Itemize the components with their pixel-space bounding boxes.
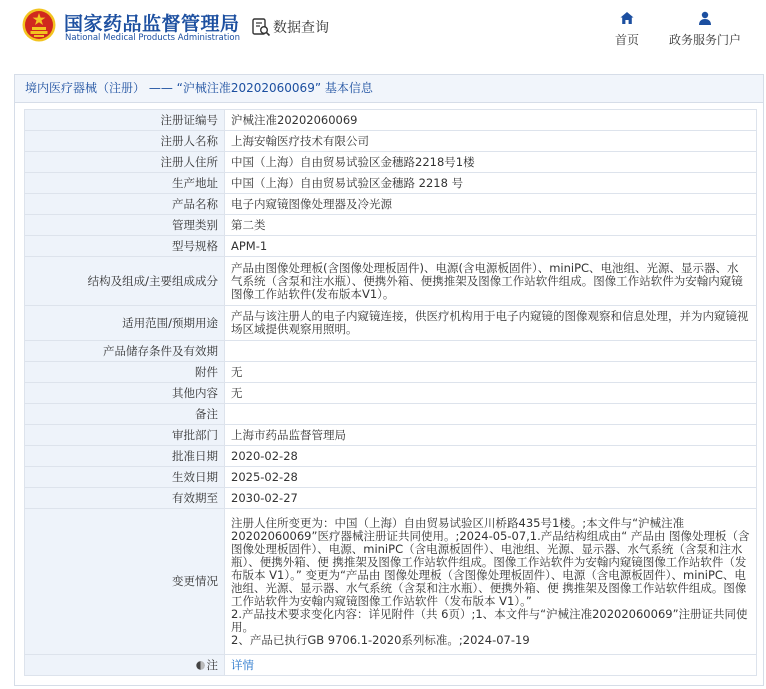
row-value: 无: [225, 362, 757, 383]
table-row: [25, 446, 757, 467]
row-label: 生效日期: [25, 467, 225, 488]
row-value: 沪械注准20202060069: [225, 110, 757, 131]
detail-panel: [14, 74, 764, 686]
row-value: APM-1: [225, 236, 757, 257]
note-value: [225, 655, 757, 676]
row-value: 第二类: [225, 215, 757, 236]
table-row: [25, 404, 757, 425]
table-row: [25, 173, 757, 194]
row-label: 结构及组成/主要组成成分: [25, 257, 225, 306]
row-value: 中国（上海）自由贸易试验区金穗路2218号1楼: [225, 152, 757, 173]
table-row: [25, 306, 757, 341]
table-row-note: [25, 655, 757, 676]
table-row: [25, 215, 757, 236]
row-label: 生产地址: [25, 173, 225, 194]
change-line: 2.产品技术要求变化内容：详见附件（共 6页）;1、本文件与“沪械注准20202060069”注册证共同使用。: [231, 606, 748, 634]
national-emblem-logo[interactable]: [22, 8, 56, 42]
row-value: 产品由图像处理板(含图像处理板固件)、电源(含电源板固件）、miniPC、电池组、光源、显示器、水气系统（含泵和注水瓶）、便携外箱、便携推架及图像工作站软件组成。图像工作站软件为安翰内窥镜图像工作站软件(发布版本V1）。: [225, 257, 757, 306]
row-value: [225, 404, 757, 425]
note-label: 注: [206, 657, 218, 672]
nav-home-label: 首页: [614, 33, 639, 47]
nav-gov-portal-button[interactable]: [664, 10, 746, 48]
change-line: 注册人住所变更为：中国（上海）自由贸易试验区川桥路435号1楼。;本文件与“沪械注准20202060069”医疗器械注册证共同使用。;2024-05-07,1.产品结构组成由“ 产品由 图像处理板（含图像处理板固件）、电源、miniPC（含电源板固件）、电池组、光源、显示器、水气系统（含泵和注水瓶）、便携外箱、便 携推架及图像工作站软件组成。图像工作站软件为安翰内窥镜图像工作站软件（发布版本 V1）。” 变更为“产品由 图像处理板（含图像处理板固件）、电源（含电源板固件）、miniPC、电池组、光源、显示器、水气系统（含泵和注水瓶）、便携外箱、便 携推架及图像工作站软件组成。图像工作站软件为安翰内窥镜图像工作站软件（发布版本 V1）。”: [231, 515, 750, 608]
row-value: 2030-02-27: [225, 488, 757, 509]
note-label-cell: [25, 655, 225, 676]
row-label: 其他内容: [25, 383, 225, 404]
details-link[interactable]: 详情: [231, 657, 254, 672]
row-label: 型号规格: [25, 236, 225, 257]
table-row: [25, 467, 757, 488]
row-value: 上海市药品监督管理局: [225, 425, 757, 446]
row-label: 审批部门: [25, 425, 225, 446]
row-label: 注册人名称: [25, 131, 225, 152]
site-name-cn[interactable]: 国家药品监督管理局: [64, 13, 240, 35]
nav-home-button[interactable]: [606, 10, 648, 48]
table-row: [25, 236, 757, 257]
home-icon: [619, 10, 635, 26]
device-info-table: [24, 109, 757, 676]
table-row: [25, 131, 757, 152]
data-query-label: 数据查询: [273, 20, 329, 36]
row-label: 备注: [25, 404, 225, 425]
change-label: 变更情况: [25, 509, 225, 655]
table-row: [25, 383, 757, 404]
row-value: [225, 341, 757, 362]
table-row-change: [25, 509, 757, 655]
row-value: 2025-02-28: [225, 467, 757, 488]
site-header: [0, 0, 766, 62]
row-label: 注册人住所: [25, 152, 225, 173]
row-label: 产品名称: [25, 194, 225, 215]
change-value: [225, 509, 757, 655]
row-label: 注册证编号: [25, 110, 225, 131]
panel-title: 境内医疗器械（注册） —— “沪械注准20202060069” 基本信息: [15, 75, 763, 103]
user-icon: [697, 10, 713, 26]
nav-gov-portal-label: 政务服务门户: [668, 33, 741, 47]
row-value: 上海安翰医疗技术有限公司: [225, 131, 757, 152]
row-value: 2020-02-28: [225, 446, 757, 467]
row-label: 附件: [25, 362, 225, 383]
table-row: [25, 341, 757, 362]
table-row: [25, 488, 757, 509]
table-row: [25, 194, 757, 215]
row-value: 电子内窥镜图像处理器及冷光源: [225, 194, 757, 215]
row-label: 适用范围/预期用途: [25, 306, 225, 341]
remark-icon: [196, 661, 205, 670]
row-value: 中国（上海）自由贸易试验区金穗路 2218 号: [225, 173, 757, 194]
row-label: 管理类别: [25, 215, 225, 236]
table-row: [25, 257, 757, 306]
table-row: [25, 425, 757, 446]
row-label: 有效期至: [25, 488, 225, 509]
row-value: 产品与该注册人的电子内窥镜连接，供医疗机构用于电子内窥镜的图像观察和信息处理，并为内窥镜视场区域提供观察用照明。: [225, 306, 757, 341]
table-row: [25, 110, 757, 131]
row-label: 产品储存条件及有效期: [25, 341, 225, 362]
row-value: 无: [225, 383, 757, 404]
table-row: [25, 362, 757, 383]
table-row: [25, 152, 757, 173]
change-line: 2、产品已执行GB 9706.1-2020系列标准。;2024-07-19: [231, 632, 530, 647]
row-label: 批准日期: [25, 446, 225, 467]
site-name-en: National Medical Products Administration: [65, 33, 240, 43]
data-query-icon: [251, 17, 271, 37]
